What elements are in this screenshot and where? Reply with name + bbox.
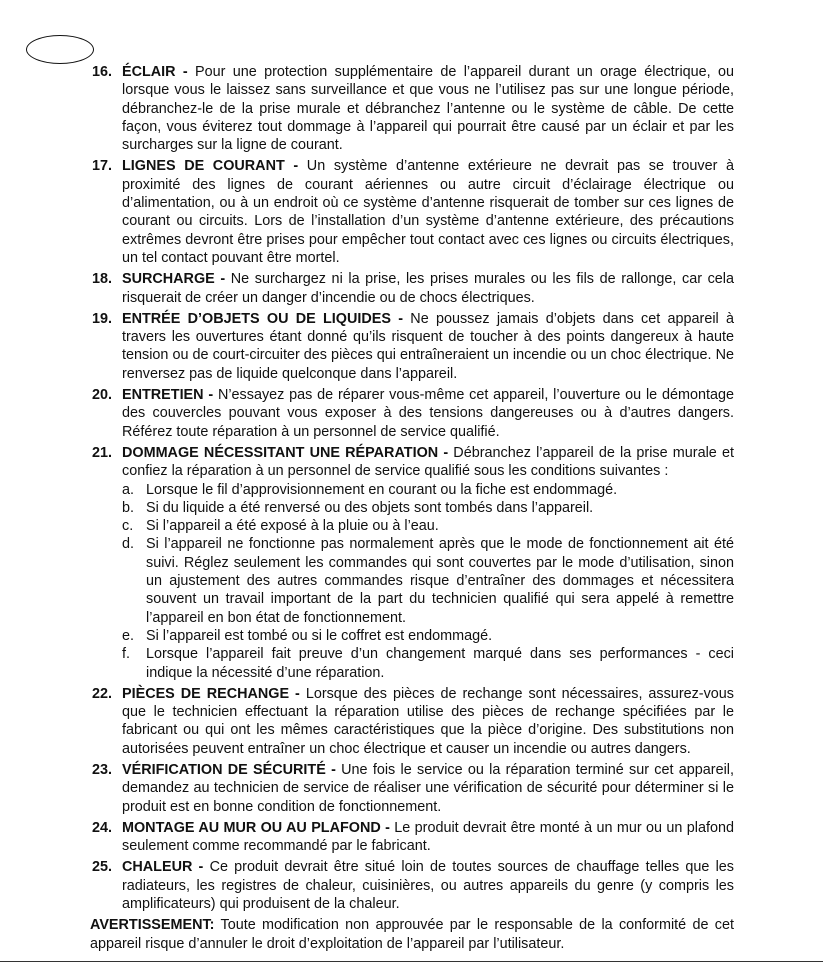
list-item bbox=[122, 535, 734, 626]
item-title: MONTAGE AU MUR OU AU PLAFOND - bbox=[122, 819, 390, 836]
item-text: Le produit devrait être monté à un mur ou un plafond seulement comme recommandé par le fabricant. bbox=[122, 819, 734, 855]
item-title: LIGNES DE COURANT - bbox=[122, 158, 299, 175]
item-23 bbox=[92, 761, 734, 816]
item-number: 20. bbox=[92, 387, 113, 404]
list-item-letter: a. bbox=[122, 481, 135, 498]
item-number: 25. bbox=[92, 859, 113, 876]
item-25 bbox=[92, 858, 734, 913]
list-item-letter: b. bbox=[122, 499, 135, 516]
item-text: N’essayez pas de réparer vous-même cet appareil, l’ouverture ou le démontage des couvercles pouvant vous exposer à des tensions dangereuses ou à d’autres dangers. Référez toute réparation à un personnel de service qualifié. bbox=[122, 387, 735, 440]
item-16 bbox=[92, 63, 734, 154]
item-title: PIÈCES DE RECHANGE - bbox=[122, 685, 300, 702]
list-item bbox=[122, 481, 734, 499]
list-item-text: Si du liquide a été renversé ou des objets sont tombés dans l’appareil. bbox=[146, 499, 594, 516]
item-number: 23. bbox=[92, 761, 113, 778]
item-number: 16. bbox=[92, 64, 113, 80]
warning-title: AVERTISSEMENT: bbox=[90, 917, 215, 934]
list-item-text: Lorsque le fil d’approvisionnement en courant ou la fiche est endommagé. bbox=[146, 481, 618, 498]
item-text: Pour une protection supplémentaire de l’appareil durant un orage électrique, ou lorsque vous le laissez sans surveillance et que vous ne l’utilisez pas sur une longue période, débranchez-le de la prise murale et débranchez l’antenne ou le système de câble. De cette façon, vous éviterez tout dommage à l’appareil qui pourrait être causé par un éclair et par les surcharges sur la ligne de courant. bbox=[122, 64, 735, 154]
item-text: Ne poussez jamais d’objets dans cet appareil à travers les ouvertures étant donné qu’ils risquent de toucher à des points dangereux à haute tension ou de court-circuiter des pièces qui entraîneraient un incendie ou un choc électrique. Ne renversez pas de liquide quelconque dans l’appareil. bbox=[122, 310, 734, 382]
list-item-text: Lorsque l’appareil fait preuve d’un changement marqué dans ses performances - ceci indique la nécessité d’une réparation. bbox=[146, 646, 734, 681]
list-item-text: Si l’appareil a été exposé à la pluie ou à l’eau. bbox=[146, 518, 439, 535]
item-19 bbox=[92, 310, 734, 383]
list-item bbox=[122, 645, 734, 682]
item-number: 22. bbox=[92, 685, 113, 702]
item-text: Une fois le service ou la réparation terminé sur cet appareil, demandez au technicien de service de réaliser une vérification de sécurité pour déterminer si le produit est en bonne condition de fonctionnement. bbox=[122, 761, 734, 815]
item-number: 19. bbox=[92, 310, 113, 327]
item-title: DOMMAGE NÉCESSITANT UNE RÉPARATION - bbox=[122, 444, 449, 461]
item-20 bbox=[92, 386, 734, 441]
item-number: 21. bbox=[92, 444, 113, 461]
item-title: VÉRIFICATION DE SÉCURITÉ - bbox=[122, 761, 336, 778]
warning-notice bbox=[90, 916, 734, 953]
list-item-letter: f. bbox=[122, 646, 130, 663]
condition-list bbox=[122, 481, 734, 682]
list-item-letter: d. bbox=[122, 536, 135, 553]
list-item-text: Si l’appareil ne fonctionne pas normalement après que le mode de fonctionnement ait été suivi. Réglez seulement les commandes qui sont couvertes par le mode d’utilisation, sinon un ajustement des autres commandes risque d’entraîner des dommages et nécessitera souvent un travail important de la part du technicien qualifié qui sera appelé à remettre l’appareil en bon état de fonctionnement. bbox=[146, 536, 734, 626]
list-item bbox=[122, 499, 734, 517]
item-18 bbox=[92, 270, 734, 307]
warning-text: Toute modification non approuvée par le responsable de la conformité de cet appareil risque d’annuler le droit d’exploitation de l’appareil par l’utilisateur. bbox=[90, 917, 734, 952]
item-24 bbox=[92, 819, 734, 856]
item-21 bbox=[92, 444, 734, 682]
item-text: Ce produit devrait être situé loin de toutes sources de chauffage telles que les radiateurs, les registres de chaleur, cuisinières, ou autres appareils du genre (y compris les amplificateurs) qui produisent de la chaleur. bbox=[122, 859, 734, 913]
item-number: 24. bbox=[92, 819, 113, 836]
list-item bbox=[122, 627, 734, 645]
page-number-oval bbox=[26, 35, 94, 64]
item-text: Lorsque des pièces de rechange sont nécessaires, assurez-vous que le technicien effectuant la réparation utilise des pièces de rechange spécifiées par le fabricant ou qui ont les mêmes caractéristiques que la pièce d’origine. Des substitutions non autorisées peuvent entraîner un choc électrique et causer un incendie ou autres dangers. bbox=[122, 685, 734, 757]
item-title: SURCHARGE - bbox=[122, 271, 226, 288]
page-bottom-divider bbox=[0, 961, 823, 962]
item-title: ÉCLAIR - bbox=[122, 64, 188, 80]
item-number: 17. bbox=[92, 158, 113, 175]
item-number: 18. bbox=[92, 271, 113, 288]
item-title: ENTRÉE D’OBJETS OU DE LIQUIDES - bbox=[122, 310, 404, 327]
list-item-text: Si l’appareil est tombé ou si le coffret est endommagé. bbox=[146, 627, 493, 644]
item-title: ENTRETIEN - bbox=[122, 387, 214, 404]
list-item-letter: c. bbox=[122, 518, 134, 535]
item-17 bbox=[92, 157, 734, 267]
item-text: Débranchez l’appareil de la prise murale et confiez la réparation à un personnel de service qualifié sous les conditions suivantes : bbox=[122, 444, 734, 480]
item-text: Un système d’antenne extérieure ne devrait pas se trouver à proximité des lignes de courant aériennes ou autre circuit d’éclairage électrique ou d’alimentation, ou à un endroit où ce système d’antenne risquerait de tomber sur ces lignes de courant ou circuits. Lors de l’installation d’un système d’antenne extérieure, des précautions extrêmes devront être prises pour empêcher tout contact avec ces lignes ou circuits électriques, un tel contact pouvant être mortel. bbox=[122, 158, 735, 266]
list-item-letter: e. bbox=[122, 627, 135, 644]
item-22 bbox=[92, 685, 734, 758]
list-item bbox=[122, 517, 734, 535]
item-text: Ne surchargez ni la prise, les prises murales ou les fils de rallonge, car cela risquerait de créer un danger d’incendie ou de chocs électriques. bbox=[122, 271, 734, 306]
safety-instructions bbox=[92, 63, 734, 953]
item-title: CHALEUR - bbox=[122, 859, 204, 876]
